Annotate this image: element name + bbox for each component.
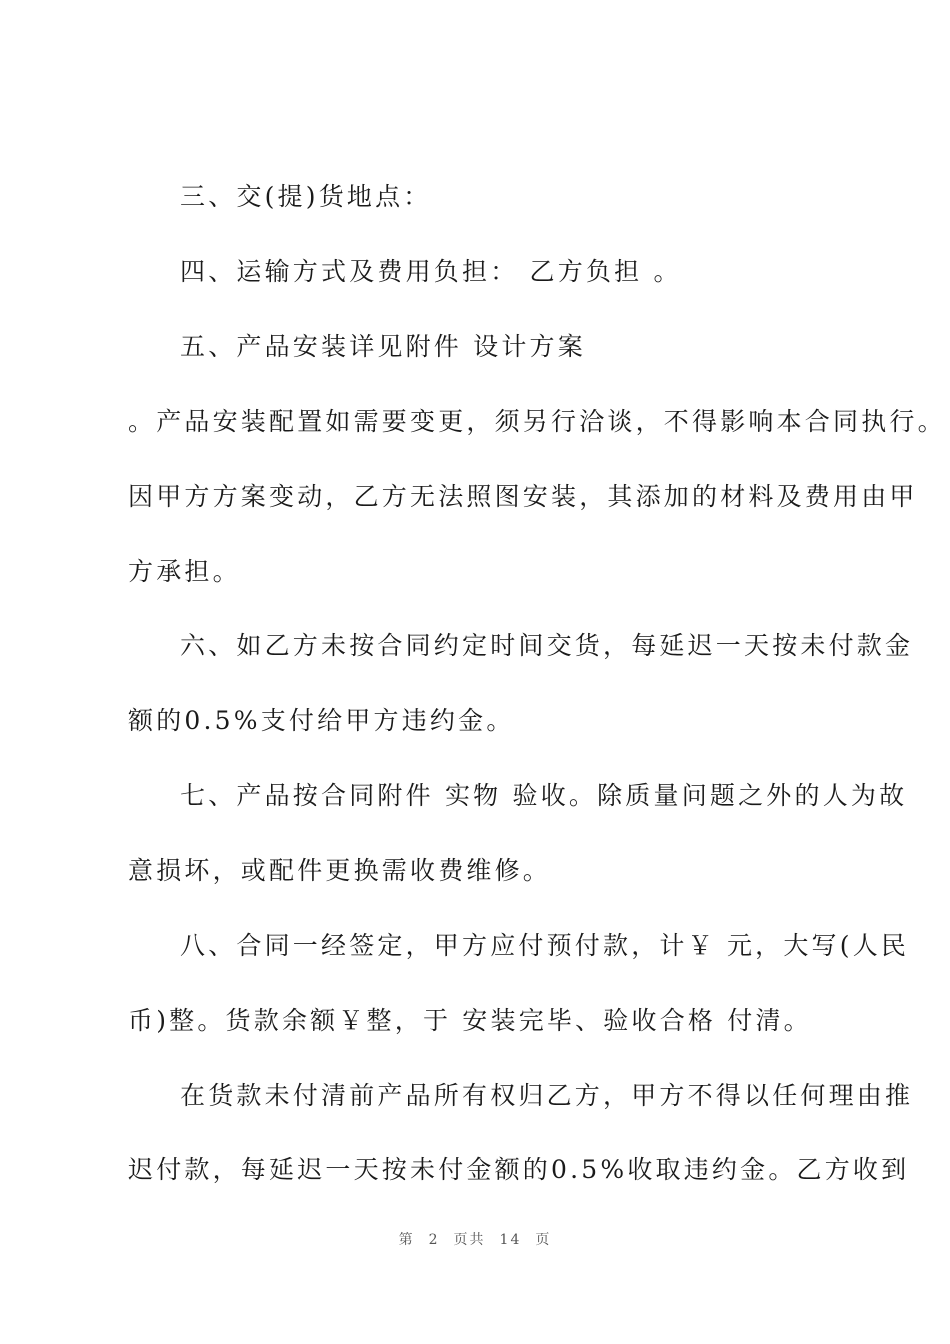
footer-page-total: 14 (499, 1232, 522, 1248)
section-5-line-2: 。产品安装配置如需要变更，须另行洽谈，不得影响本合同执行。 (128, 407, 946, 436)
section-6-line: 六、如乙方未按合同约定时间交货，每延迟一天按未付款金 (180, 631, 914, 660)
footer-label-ye: 页 (535, 1232, 552, 1248)
section-5-line-4: 方承担。 (128, 557, 241, 586)
ownership-line-2: 迟付款，每延迟一天按未付金额的0.5%收取违约金。乙方收到 (128, 1155, 910, 1184)
footer-page-current: 2 (428, 1232, 440, 1248)
footer-label-di: 第 (398, 1232, 415, 1248)
footer-label-ye-gong: 页共 (453, 1232, 486, 1248)
section-8-line: 八、合同一经签定，甲方应付预付款，计￥ 元，大写(人民 (180, 931, 910, 960)
section-8-line-2: 币)整。货款余额￥整，于 安装完毕、验收合格 付清。 (128, 1006, 812, 1035)
page-footer (0, 1229, 950, 1249)
ownership-line: 在货款未付清前产品所有权归乙方，甲方不得以任何理由推 (180, 1081, 914, 1110)
section-7-line: 七、产品按合同附件 实物 验收。除质量问题之外的人为故 (180, 781, 908, 810)
section-7-line-2: 意损坏，或配件更换需收费维修。 (128, 856, 552, 885)
section-5-line: 五、产品安装详见附件 设计方案 (180, 332, 586, 361)
section-3-line: 三、交(提)货地点： (180, 182, 432, 211)
section-4-line: 四、运输方式及费用负担： 乙方负担 。 (180, 257, 682, 286)
section-6-line-2: 额的0.5%支付给甲方违约金。 (128, 706, 515, 735)
section-5-line-3: 因甲方方案变动，乙方无法照图安装，其添加的材料及费用由甲 (128, 482, 918, 511)
